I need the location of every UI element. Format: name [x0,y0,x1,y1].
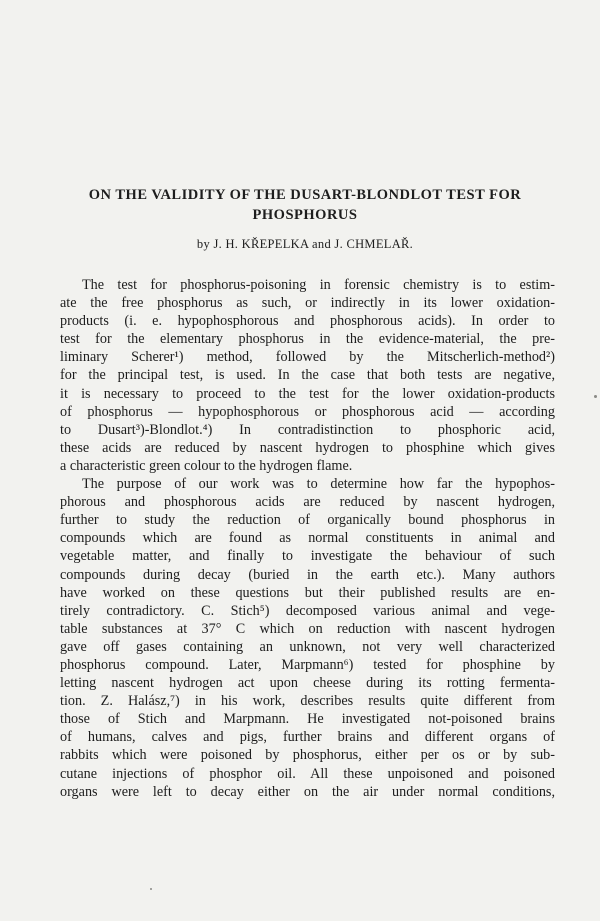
body-line: of phosphorus — hypophosphorous or phosphorous acid — according [60,403,555,420]
body-line: phorous and phosphorous acids are reduced by nascent hydrogen, [60,494,555,511]
margin-speck [594,395,597,398]
body-line: products (i. e. hypophosphorous and phosphorous acids). In order to [60,313,555,330]
body-line: compounds during decay (buried in the earth etc.). Many authors [60,566,555,583]
article-body [60,276,555,801]
article-byline: by J. H. KŘEPELKA and J. CHMELAŘ. [196,237,414,251]
body-line: of humans, calves and pigs, further brains and different organs of [60,729,555,746]
body-line: cutane injections of phosphor oil. All these unpoisoned and poisoned [60,765,555,782]
body-line: a characteristic green colour to the hydrogen flame. [60,457,353,474]
body-line: rabbits which were poisoned by phosphorus, either per os or by sub- [60,747,555,764]
article-title-line-2: PHOSPHORUS [252,207,358,223]
body-line: to Dusart³)-Blondlot.⁴) In contradistinction to phosphoric acid, [60,421,555,438]
body-line: gave off gases containing an unknown, not very well characterized [60,638,555,655]
body-line: letting nascent hydrogen act upon cheese during its rotting fermenta- [60,675,555,692]
body-line: it is necessary to proceed to the test for the lower oxidation-products [60,385,555,402]
body-line: those of Stich and Marpmann. He investigated not-poisoned brains [60,711,555,728]
scan-speck [150,888,152,890]
body-line: have worked on these questions but their published results are en- [60,584,555,601]
body-line: vegetable matter, and finally to investigate the behaviour of such [60,548,555,565]
body-line: ate the free phosphorus as such, or indirectly in its lower oxidation- [60,295,555,312]
body-line: liminary Scherer¹) method, followed by the Mitscherlich-method²) [60,349,555,366]
body-line: for the principal test, is used. In the case that both tests are negative, [60,367,555,384]
body-line: tirely contradictory. C. Stich⁵) decomposed various animal and vege- [60,602,555,619]
body-line: further to study the reduction of organically bound phosphorus in [60,512,555,529]
body-line: test for the elementary phosphorus in the evidence-material, the pre- [60,331,555,348]
body-line: these acids are reduced by nascent hydrogen to phosphine which gives [60,439,555,456]
body-line: tion. Z. Halász,⁷) in his work, describes results quite different from [60,693,555,710]
body-line: compounds which are found as normal constituents in animal and [60,530,555,547]
article-title-line-1: ON THE VALIDITY OF THE DUSART-BLONDLOT TEST FOR [88,187,522,203]
body-line: table substances at 37° C which on reduction with nascent hydrogen [60,620,555,637]
body-line: phosphorus compound. Later, Marpmann⁶) tested for phosphine by [60,656,555,673]
body-line: The test for phosphorus-poisoning in forensic chemistry is to estim- [82,277,555,293]
body-line: The purpose of our work was to determine how far the hypophos- [82,476,555,493]
body-line: organs were left to decay either on the air under normal conditions, [60,783,555,800]
article-title [50,185,560,225]
